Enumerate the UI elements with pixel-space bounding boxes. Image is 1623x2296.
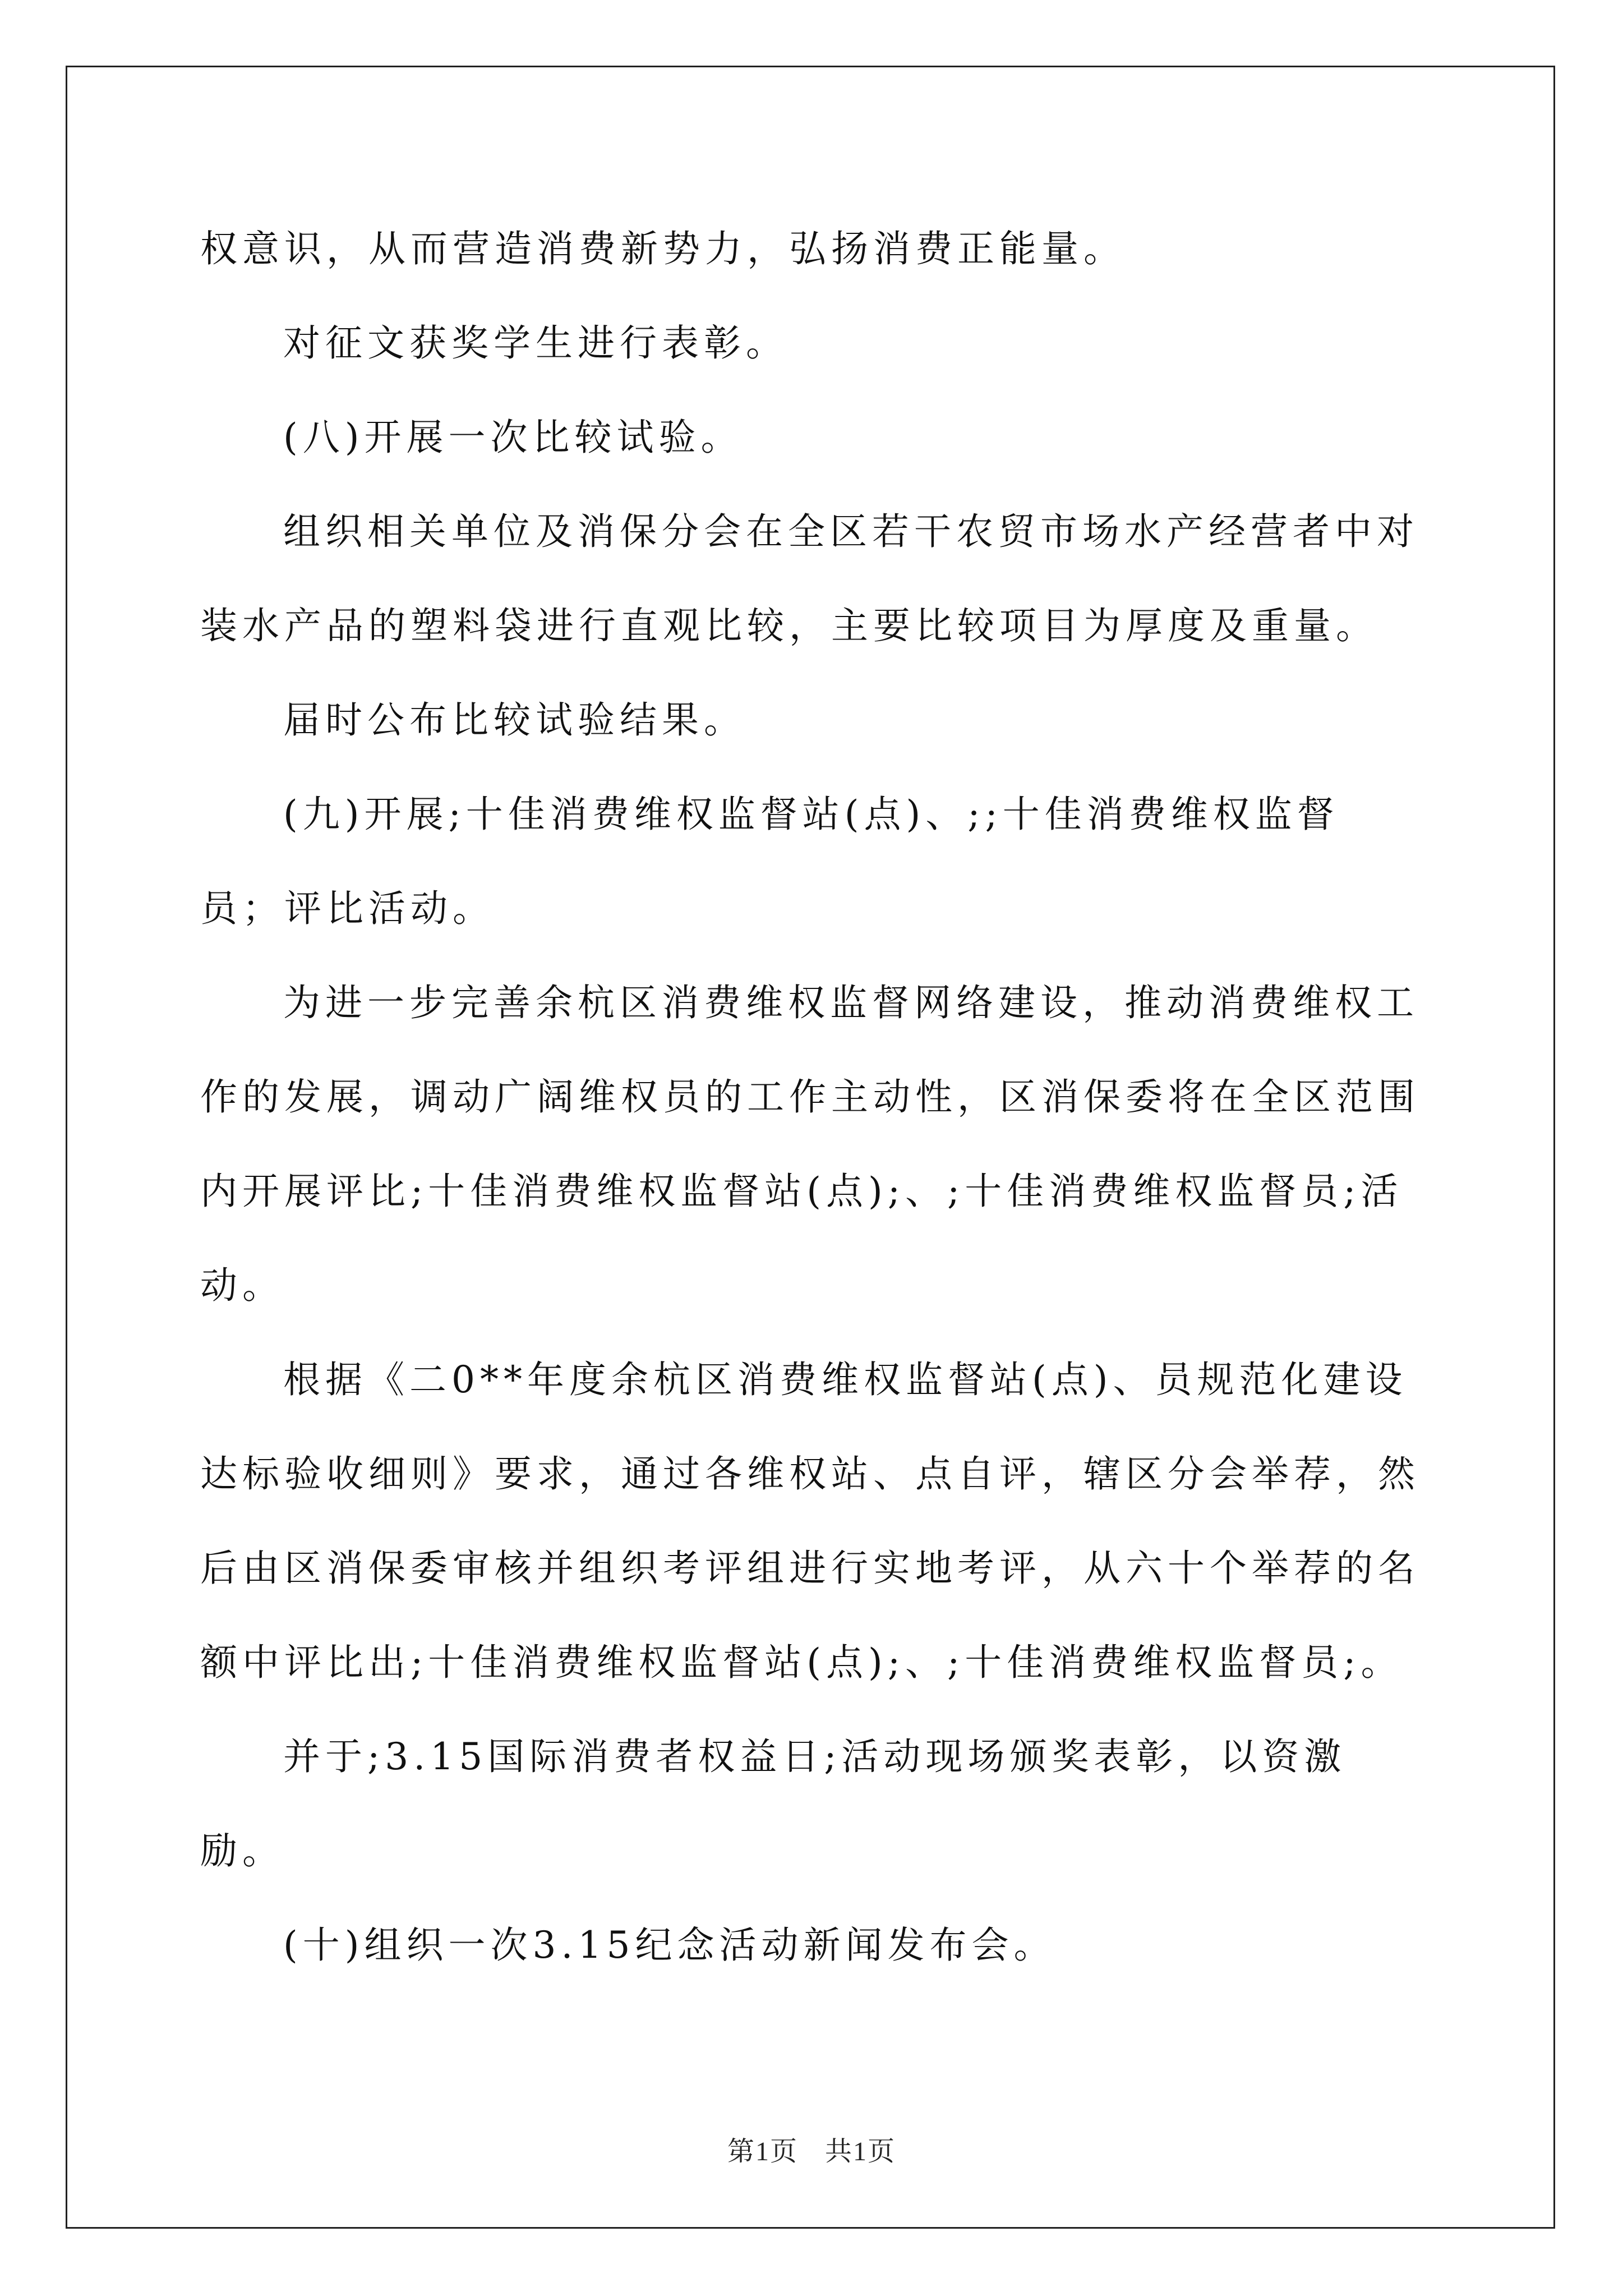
paragraph-8: 根据《二0**年度余杭区消费维权监督站(点)、员规范化建设达标验收细则》要求，通过各维权站、点自评，辖区分会举荐，然后由区消保委审核并组织考评组进行实地考评，从六十个举荐的名额中评比出;十佳消费维权监督站(点);、;十佳消费维权监督员;。 (200, 1358, 1420, 1684)
paragraph-4: 组织相关单位及消保分会在全区若干农贸市场水产经营者中对装水产品的塑料袋进行直观比较，主要比较项目为厚度及重量。 (200, 510, 1419, 647)
page-footer (0, 2129, 1623, 2168)
paragraph-3: (八)开展一次比较试验。 (283, 416, 743, 459)
paragraph-2: 对征文获奖学生进行表彰。 (283, 321, 788, 365)
paragraph-5: 届时公布比较试验结果。 (283, 698, 746, 742)
paragraph-9: 并于;3.15国际消费者权益日;活动现场颁奖表彰，以资激励。 (200, 1735, 1347, 1872)
paragraph-1: 权意识，从而营造消费新势力，弘扬消费正能量。 (200, 227, 1126, 270)
paragraph-10: (十)组织一次3.15纪念活动新闻发布会。 (283, 1924, 1056, 1967)
paragraph-7: 为进一步完善余杭区消费维权监督网络建设，推动消费维权工作的发展，调动广阔维权员的工作主动性，区消保委将在全区范围内开展评比;十佳消费维权监督站(点);、;十佳消费维权监督员;活动。 (200, 981, 1420, 1307)
document-body (200, 202, 1423, 1993)
paragraph-6: (九)开展;十佳消费维权监督站(点)、;;十佳消费维权监督员；评比活动。 (200, 793, 1339, 930)
page-number: 第1页 (727, 2137, 798, 2166)
page-total: 共1页 (825, 2137, 896, 2166)
